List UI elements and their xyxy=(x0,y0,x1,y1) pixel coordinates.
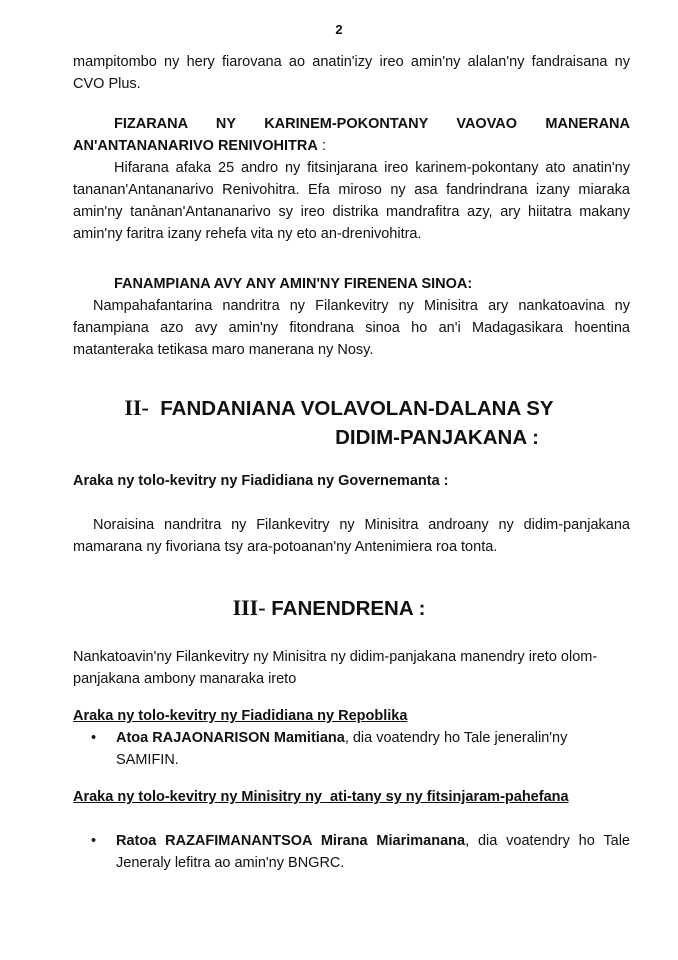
section-ii-title-line1: FANDANIANA VOLAVOLAN-DALANA SY xyxy=(160,397,554,420)
page-number: 2 xyxy=(335,22,343,37)
appointee-name: Atoa RAJAONARISON Mamitiana xyxy=(116,730,345,746)
section-iii-title xyxy=(0,593,668,624)
fanampiana-body: Nampahafantarina nandritra ny Filankevitry ny Minisitra ary nankatoavina ny fanampiana azo avy amin'ny fitondrana sinoa ho an'i Madagasikara hoentina matanteraka tetikasa maro manerana ny Nosy. xyxy=(73,298,630,358)
karinem-heading-text: FIZARANA NY KARINEM-POKONTANY VAOVAO MANERANA AN'ANTANANARIVO RENIVOHITRA xyxy=(73,116,630,154)
section-ii-number: II- xyxy=(124,395,149,420)
section-iii-intro: Nankatoavin'ny Filankevitry ny Minisitra ny didim-panjakana manendry ireto olom-panjakana ambony manaraka ireto xyxy=(73,649,598,687)
appointment-detail: , dia voatendry ho Tale jeneralin'ny SAMIFIN. xyxy=(116,730,568,768)
bullet-icon: • xyxy=(91,730,97,746)
section-ii-title-line2: DIDIM-PANJAKANA : xyxy=(335,426,539,449)
section-ii-body: Noraisina nandritra ny Filankevitry ny Minisitra androany ny didim-panjakana mamarana ny fivoriana tsy ara-potoanan'ny Antenimiera roa tonta. xyxy=(73,517,630,555)
intro-paragraph: mampitombo ny hery fiarovana ao anatin'izy ireo amin'ny alalan'ny fandraisana ny CVO Plus. xyxy=(73,54,630,92)
section-iii-number: III- xyxy=(232,595,266,620)
bullet-icon: • xyxy=(91,833,97,849)
appointee-name: Ratoa RAZAFIMANANTSOA Mirana Miarimanana xyxy=(116,833,466,849)
section-ii-subheading: Araka ny tolo-kevitry ny Fiadidiana ny Governemanta : xyxy=(73,473,449,489)
appointment-group-heading: Araka ny tolo-kevitry ny Minisitry ny ati-tany sy ny fitsinjaram-pahefana xyxy=(73,789,569,805)
appointment-group-heading: Araka ny tolo-kevitry ny Fiadidiana ny Repoblika xyxy=(73,708,408,724)
karinem-heading xyxy=(73,113,630,157)
karinem-body: Hifarana afaka 25 andro ny fitsinjarana ireo karinem-pokontany ato anatin'ny tananan'Antananarivo Renivohitra. Efa miroso ny asa fandrindrana izany miaraka amin'ny tanànan'Antananarivo sy ireo distrika mandrafitra azy, ary hiitatra makany amin'ny faritra izany rehefa vita ny eto an-drenivohitra. xyxy=(73,160,630,242)
appointment-detail: , dia voatendry ho Tale Jeneraly lefitra ao amin'ny BNGRC. xyxy=(116,833,630,871)
section-ii-title xyxy=(0,393,678,424)
fanampiana-heading: FANAMPIANA AVY ANY AMIN'NY FIRENENA SINOA: xyxy=(114,276,473,292)
karinem-heading-suffix: : xyxy=(317,138,326,154)
section-iii-title-text: FANENDRENA : xyxy=(271,597,426,620)
appointment-item xyxy=(93,727,630,771)
appointment-item xyxy=(93,830,630,874)
